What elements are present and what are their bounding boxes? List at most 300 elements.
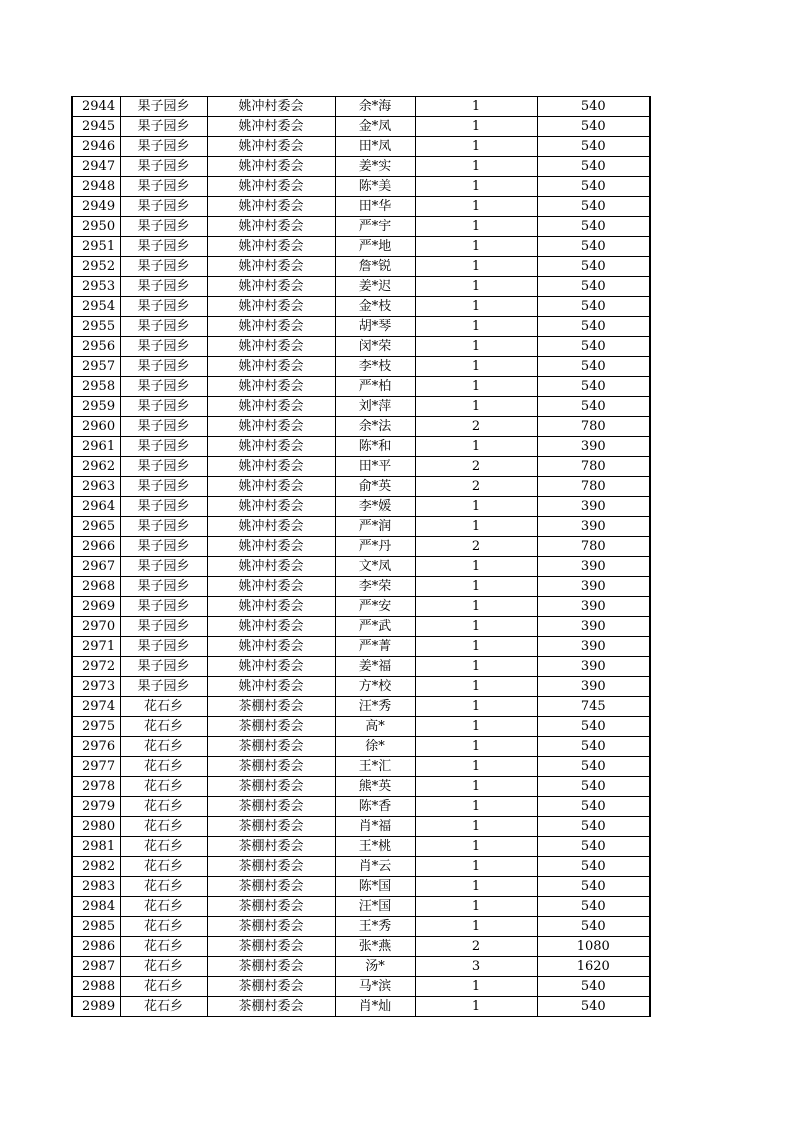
count-cell: 1 — [415, 517, 537, 537]
row-number-cell: 2981 — [72, 837, 120, 857]
table-row — [72, 657, 650, 677]
row-number-cell: 2980 — [72, 817, 120, 837]
township-cell: 花石乡 — [120, 837, 207, 857]
township-cell: 果子园乡 — [120, 597, 207, 617]
row-number-cell: 2954 — [72, 297, 120, 317]
table-row — [72, 377, 650, 397]
table-row — [72, 197, 650, 217]
count-cell: 1 — [415, 177, 537, 197]
count-cell: 2 — [415, 477, 537, 497]
name-cell: 严*安 — [335, 597, 415, 617]
name-cell: 田*华 — [335, 197, 415, 217]
amount-cell: 540 — [537, 917, 650, 937]
village-committee-cell: 姚冲村委会 — [207, 177, 335, 197]
amount-cell: 540 — [537, 97, 650, 117]
amount-cell: 540 — [537, 877, 650, 897]
township-cell: 花石乡 — [120, 877, 207, 897]
count-cell: 1 — [415, 297, 537, 317]
township-cell: 果子园乡 — [120, 577, 207, 597]
table-row — [72, 717, 650, 737]
village-committee-cell: 姚冲村委会 — [207, 377, 335, 397]
count-cell: 1 — [415, 617, 537, 637]
count-cell: 1 — [415, 157, 537, 177]
township-cell: 果子园乡 — [120, 397, 207, 417]
count-cell: 1 — [415, 757, 537, 777]
village-committee-cell: 姚冲村委会 — [207, 357, 335, 377]
row-number-cell: 2952 — [72, 257, 120, 277]
amount-cell: 540 — [537, 137, 650, 157]
township-cell: 花石乡 — [120, 777, 207, 797]
row-number-cell: 2985 — [72, 917, 120, 937]
village-committee-cell: 茶棚村委会 — [207, 717, 335, 737]
name-cell: 严*地 — [335, 237, 415, 257]
count-cell: 1 — [415, 857, 537, 877]
township-cell: 果子园乡 — [120, 157, 207, 177]
amount-cell: 540 — [537, 357, 650, 377]
name-cell: 姜*福 — [335, 657, 415, 677]
table-row — [72, 257, 650, 277]
row-number-cell: 2960 — [72, 417, 120, 437]
amount-cell: 540 — [537, 817, 650, 837]
table-row — [72, 557, 650, 577]
name-cell: 马*滨 — [335, 977, 415, 997]
name-cell: 方*校 — [335, 677, 415, 697]
village-committee-cell: 姚冲村委会 — [207, 637, 335, 657]
table-row — [72, 217, 650, 237]
table-row — [72, 117, 650, 137]
table-row — [72, 297, 650, 317]
name-cell: 詹*锐 — [335, 257, 415, 277]
count-cell: 1 — [415, 317, 537, 337]
name-cell: 余*法 — [335, 417, 415, 437]
count-cell: 1 — [415, 637, 537, 657]
name-cell: 严*丹 — [335, 537, 415, 557]
row-number-cell: 2964 — [72, 497, 120, 517]
township-cell: 果子园乡 — [120, 117, 207, 137]
name-cell: 徐* — [335, 737, 415, 757]
township-cell: 果子园乡 — [120, 297, 207, 317]
row-number-cell: 2961 — [72, 437, 120, 457]
village-committee-cell: 姚冲村委会 — [207, 237, 335, 257]
village-committee-cell: 姚冲村委会 — [207, 577, 335, 597]
village-committee-cell: 茶棚村委会 — [207, 757, 335, 777]
village-committee-cell: 姚冲村委会 — [207, 257, 335, 277]
count-cell: 1 — [415, 777, 537, 797]
count-cell: 1 — [415, 277, 537, 297]
township-cell: 果子园乡 — [120, 437, 207, 457]
name-cell: 熊*英 — [335, 777, 415, 797]
name-cell: 王*秀 — [335, 917, 415, 937]
table-row — [72, 677, 650, 697]
village-committee-cell: 姚冲村委会 — [207, 617, 335, 637]
table-row — [72, 857, 650, 877]
township-cell: 花石乡 — [120, 737, 207, 757]
village-committee-cell: 茶棚村委会 — [207, 977, 335, 997]
name-cell: 王*桃 — [335, 837, 415, 857]
township-cell: 花石乡 — [120, 697, 207, 717]
count-cell: 2 — [415, 417, 537, 437]
village-committee-cell: 姚冲村委会 — [207, 657, 335, 677]
count-cell: 1 — [415, 497, 537, 517]
township-cell: 花石乡 — [120, 717, 207, 737]
amount-cell: 540 — [537, 777, 650, 797]
name-cell: 肖*灿 — [335, 997, 415, 1017]
amount-cell: 390 — [537, 557, 650, 577]
amount-cell: 540 — [537, 717, 650, 737]
township-cell: 果子园乡 — [120, 557, 207, 577]
row-number-cell: 2976 — [72, 737, 120, 757]
table-row — [72, 777, 650, 797]
count-cell: 1 — [415, 397, 537, 417]
amount-cell: 540 — [537, 997, 650, 1017]
village-committee-cell: 茶棚村委会 — [207, 797, 335, 817]
village-committee-cell: 茶棚村委会 — [207, 737, 335, 757]
village-committee-cell: 姚冲村委会 — [207, 677, 335, 697]
table-body — [72, 97, 650, 1017]
village-committee-cell: 姚冲村委会 — [207, 217, 335, 237]
village-committee-cell: 茶棚村委会 — [207, 937, 335, 957]
row-number-cell: 2984 — [72, 897, 120, 917]
count-cell: 1 — [415, 977, 537, 997]
township-cell: 花石乡 — [120, 937, 207, 957]
row-number-cell: 2962 — [72, 457, 120, 477]
table-row — [72, 617, 650, 637]
name-cell: 张*燕 — [335, 937, 415, 957]
row-number-cell: 2974 — [72, 697, 120, 717]
township-cell: 花石乡 — [120, 857, 207, 877]
amount-cell: 540 — [537, 337, 650, 357]
table-row — [72, 937, 650, 957]
amount-cell: 390 — [537, 657, 650, 677]
name-cell: 高* — [335, 717, 415, 737]
count-cell: 1 — [415, 377, 537, 397]
table-row — [72, 737, 650, 757]
row-number-cell: 2947 — [72, 157, 120, 177]
count-cell: 2 — [415, 537, 537, 557]
name-cell: 闵*荣 — [335, 337, 415, 357]
township-cell: 花石乡 — [120, 977, 207, 997]
table-row — [72, 597, 650, 617]
village-committee-cell: 姚冲村委会 — [207, 437, 335, 457]
table-row — [72, 757, 650, 777]
village-committee-cell: 姚冲村委会 — [207, 537, 335, 557]
table-row — [72, 817, 650, 837]
row-number-cell: 2971 — [72, 637, 120, 657]
township-cell: 果子园乡 — [120, 97, 207, 117]
township-cell: 花石乡 — [120, 897, 207, 917]
village-committee-cell: 茶棚村委会 — [207, 857, 335, 877]
row-number-cell: 2973 — [72, 677, 120, 697]
township-cell: 果子园乡 — [120, 617, 207, 637]
table-row — [72, 957, 650, 977]
row-number-cell: 2951 — [72, 237, 120, 257]
township-cell: 果子园乡 — [120, 417, 207, 437]
row-number-cell: 2969 — [72, 597, 120, 617]
amount-cell: 540 — [537, 757, 650, 777]
village-committee-cell: 茶棚村委会 — [207, 877, 335, 897]
table-row — [72, 237, 650, 257]
village-committee-cell: 茶棚村委会 — [207, 897, 335, 917]
village-committee-cell: 姚冲村委会 — [207, 457, 335, 477]
name-cell: 严*武 — [335, 617, 415, 637]
village-committee-cell: 茶棚村委会 — [207, 917, 335, 937]
table-row — [72, 417, 650, 437]
township-cell: 果子园乡 — [120, 197, 207, 217]
village-committee-cell: 姚冲村委会 — [207, 517, 335, 537]
row-number-cell: 2949 — [72, 197, 120, 217]
township-cell: 果子园乡 — [120, 317, 207, 337]
count-cell: 1 — [415, 437, 537, 457]
amount-cell: 390 — [537, 497, 650, 517]
name-cell: 陈*国 — [335, 877, 415, 897]
table-row — [72, 397, 650, 417]
amount-cell: 1080 — [537, 937, 650, 957]
township-cell: 果子园乡 — [120, 237, 207, 257]
count-cell: 2 — [415, 457, 537, 477]
township-cell: 花石乡 — [120, 817, 207, 837]
amount-cell: 780 — [537, 457, 650, 477]
name-cell: 余*海 — [335, 97, 415, 117]
table-row — [72, 577, 650, 597]
count-cell: 1 — [415, 897, 537, 917]
amount-cell: 540 — [537, 237, 650, 257]
count-cell: 1 — [415, 237, 537, 257]
table-row — [72, 637, 650, 657]
name-cell: 严*润 — [335, 517, 415, 537]
row-number-cell: 2967 — [72, 557, 120, 577]
row-number-cell: 2986 — [72, 937, 120, 957]
table-row — [72, 157, 650, 177]
amount-cell: 1620 — [537, 957, 650, 977]
table-row — [72, 697, 650, 717]
township-cell: 果子园乡 — [120, 677, 207, 697]
data-table — [71, 96, 651, 1017]
table-row — [72, 877, 650, 897]
row-number-cell: 2972 — [72, 657, 120, 677]
count-cell: 1 — [415, 597, 537, 617]
row-number-cell: 2955 — [72, 317, 120, 337]
amount-cell: 780 — [537, 477, 650, 497]
table-row — [72, 357, 650, 377]
township-cell: 果子园乡 — [120, 217, 207, 237]
amount-cell: 540 — [537, 257, 650, 277]
name-cell: 肖*云 — [335, 857, 415, 877]
table-row — [72, 477, 650, 497]
table-row — [72, 317, 650, 337]
count-cell: 1 — [415, 877, 537, 897]
amount-cell: 540 — [537, 197, 650, 217]
name-cell: 田*平 — [335, 457, 415, 477]
row-number-cell: 2946 — [72, 137, 120, 157]
name-cell: 陈*和 — [335, 437, 415, 457]
amount-cell: 540 — [537, 977, 650, 997]
township-cell: 果子园乡 — [120, 477, 207, 497]
name-cell: 汤* — [335, 957, 415, 977]
count-cell: 1 — [415, 117, 537, 137]
village-committee-cell: 姚冲村委会 — [207, 197, 335, 217]
name-cell: 肖*福 — [335, 817, 415, 837]
name-cell: 俞*英 — [335, 477, 415, 497]
village-committee-cell: 姚冲村委会 — [207, 137, 335, 157]
row-number-cell: 2983 — [72, 877, 120, 897]
row-number-cell: 2970 — [72, 617, 120, 637]
amount-cell: 390 — [537, 577, 650, 597]
village-committee-cell: 姚冲村委会 — [207, 297, 335, 317]
row-number-cell: 2978 — [72, 777, 120, 797]
name-cell: 田*凤 — [335, 137, 415, 157]
amount-cell: 390 — [537, 617, 650, 637]
row-number-cell: 2957 — [72, 357, 120, 377]
name-cell: 陈*美 — [335, 177, 415, 197]
count-cell: 1 — [415, 357, 537, 377]
row-number-cell: 2945 — [72, 117, 120, 137]
amount-cell: 540 — [537, 857, 650, 877]
township-cell: 果子园乡 — [120, 457, 207, 477]
village-committee-cell: 姚冲村委会 — [207, 557, 335, 577]
amount-cell: 390 — [537, 437, 650, 457]
amount-cell: 540 — [537, 377, 650, 397]
township-cell: 果子园乡 — [120, 537, 207, 557]
count-cell: 1 — [415, 997, 537, 1017]
count-cell: 1 — [415, 677, 537, 697]
amount-cell: 540 — [537, 737, 650, 757]
count-cell: 1 — [415, 917, 537, 937]
village-committee-cell: 姚冲村委会 — [207, 397, 335, 417]
row-number-cell: 2965 — [72, 517, 120, 537]
township-cell: 果子园乡 — [120, 497, 207, 517]
amount-cell: 390 — [537, 677, 650, 697]
village-committee-cell: 姚冲村委会 — [207, 97, 335, 117]
township-cell: 花石乡 — [120, 957, 207, 977]
table-row — [72, 977, 650, 997]
village-committee-cell: 茶棚村委会 — [207, 817, 335, 837]
amount-cell: 540 — [537, 397, 650, 417]
amount-cell: 780 — [537, 537, 650, 557]
amount-cell: 390 — [537, 637, 650, 657]
table-row — [72, 797, 650, 817]
row-number-cell: 2950 — [72, 217, 120, 237]
count-cell: 1 — [415, 257, 537, 277]
row-number-cell: 2944 — [72, 97, 120, 117]
township-cell: 果子园乡 — [120, 137, 207, 157]
row-number-cell: 2966 — [72, 537, 120, 557]
table-row — [72, 997, 650, 1017]
village-committee-cell: 姚冲村委会 — [207, 337, 335, 357]
township-cell: 花石乡 — [120, 757, 207, 777]
name-cell: 金*凤 — [335, 117, 415, 137]
name-cell: 李*枝 — [335, 357, 415, 377]
row-number-cell: 2953 — [72, 277, 120, 297]
table-row — [72, 437, 650, 457]
amount-cell: 390 — [537, 517, 650, 537]
village-committee-cell: 姚冲村委会 — [207, 497, 335, 517]
name-cell: 李*媛 — [335, 497, 415, 517]
amount-cell: 540 — [537, 897, 650, 917]
table-row — [72, 897, 650, 917]
row-number-cell: 2956 — [72, 337, 120, 357]
table-row — [72, 137, 650, 157]
name-cell: 金*枝 — [335, 297, 415, 317]
row-number-cell: 2988 — [72, 977, 120, 997]
name-cell: 严*宇 — [335, 217, 415, 237]
village-committee-cell: 姚冲村委会 — [207, 157, 335, 177]
township-cell: 果子园乡 — [120, 177, 207, 197]
amount-cell: 540 — [537, 217, 650, 237]
count-cell: 1 — [415, 817, 537, 837]
amount-cell: 540 — [537, 157, 650, 177]
name-cell: 严*柏 — [335, 377, 415, 397]
amount-cell: 540 — [537, 297, 650, 317]
table-row — [72, 97, 650, 117]
village-committee-cell: 茶棚村委会 — [207, 957, 335, 977]
row-number-cell: 2979 — [72, 797, 120, 817]
name-cell: 刘*萍 — [335, 397, 415, 417]
row-number-cell: 2975 — [72, 717, 120, 737]
township-cell: 果子园乡 — [120, 637, 207, 657]
name-cell: 胡*琴 — [335, 317, 415, 337]
township-cell: 果子园乡 — [120, 517, 207, 537]
count-cell: 1 — [415, 197, 537, 217]
table-row — [72, 537, 650, 557]
village-committee-cell: 姚冲村委会 — [207, 417, 335, 437]
count-cell: 1 — [415, 97, 537, 117]
amount-cell: 540 — [537, 277, 650, 297]
count-cell: 1 — [415, 717, 537, 737]
village-committee-cell: 姚冲村委会 — [207, 597, 335, 617]
row-number-cell: 2982 — [72, 857, 120, 877]
table-row — [72, 457, 650, 477]
township-cell: 花石乡 — [120, 797, 207, 817]
name-cell: 汪*秀 — [335, 697, 415, 717]
row-number-cell: 2948 — [72, 177, 120, 197]
count-cell: 1 — [415, 657, 537, 677]
village-committee-cell: 姚冲村委会 — [207, 117, 335, 137]
table-row — [72, 277, 650, 297]
township-cell: 果子园乡 — [120, 657, 207, 677]
count-cell: 1 — [415, 137, 537, 157]
table-row — [72, 517, 650, 537]
township-cell: 花石乡 — [120, 997, 207, 1017]
amount-cell: 780 — [537, 417, 650, 437]
count-cell: 1 — [415, 697, 537, 717]
table-row — [72, 917, 650, 937]
name-cell: 王*汇 — [335, 757, 415, 777]
village-committee-cell: 茶棚村委会 — [207, 777, 335, 797]
name-cell: 陈*香 — [335, 797, 415, 817]
township-cell: 花石乡 — [120, 917, 207, 937]
amount-cell: 540 — [537, 117, 650, 137]
amount-cell: 540 — [537, 797, 650, 817]
amount-cell: 390 — [537, 597, 650, 617]
count-cell: 1 — [415, 837, 537, 857]
count-cell: 3 — [415, 957, 537, 977]
township-cell: 果子园乡 — [120, 357, 207, 377]
name-cell: 李*荣 — [335, 577, 415, 597]
count-cell: 1 — [415, 337, 537, 357]
village-committee-cell: 茶棚村委会 — [207, 697, 335, 717]
village-committee-cell: 茶棚村委会 — [207, 837, 335, 857]
row-number-cell: 2987 — [72, 957, 120, 977]
amount-cell: 540 — [537, 177, 650, 197]
row-number-cell: 2963 — [72, 477, 120, 497]
amount-cell: 540 — [537, 837, 650, 857]
village-committee-cell: 茶棚村委会 — [207, 997, 335, 1017]
name-cell: 姜*实 — [335, 157, 415, 177]
row-number-cell: 2977 — [72, 757, 120, 777]
row-number-cell: 2968 — [72, 577, 120, 597]
row-number-cell: 2958 — [72, 377, 120, 397]
name-cell: 文*凤 — [335, 557, 415, 577]
